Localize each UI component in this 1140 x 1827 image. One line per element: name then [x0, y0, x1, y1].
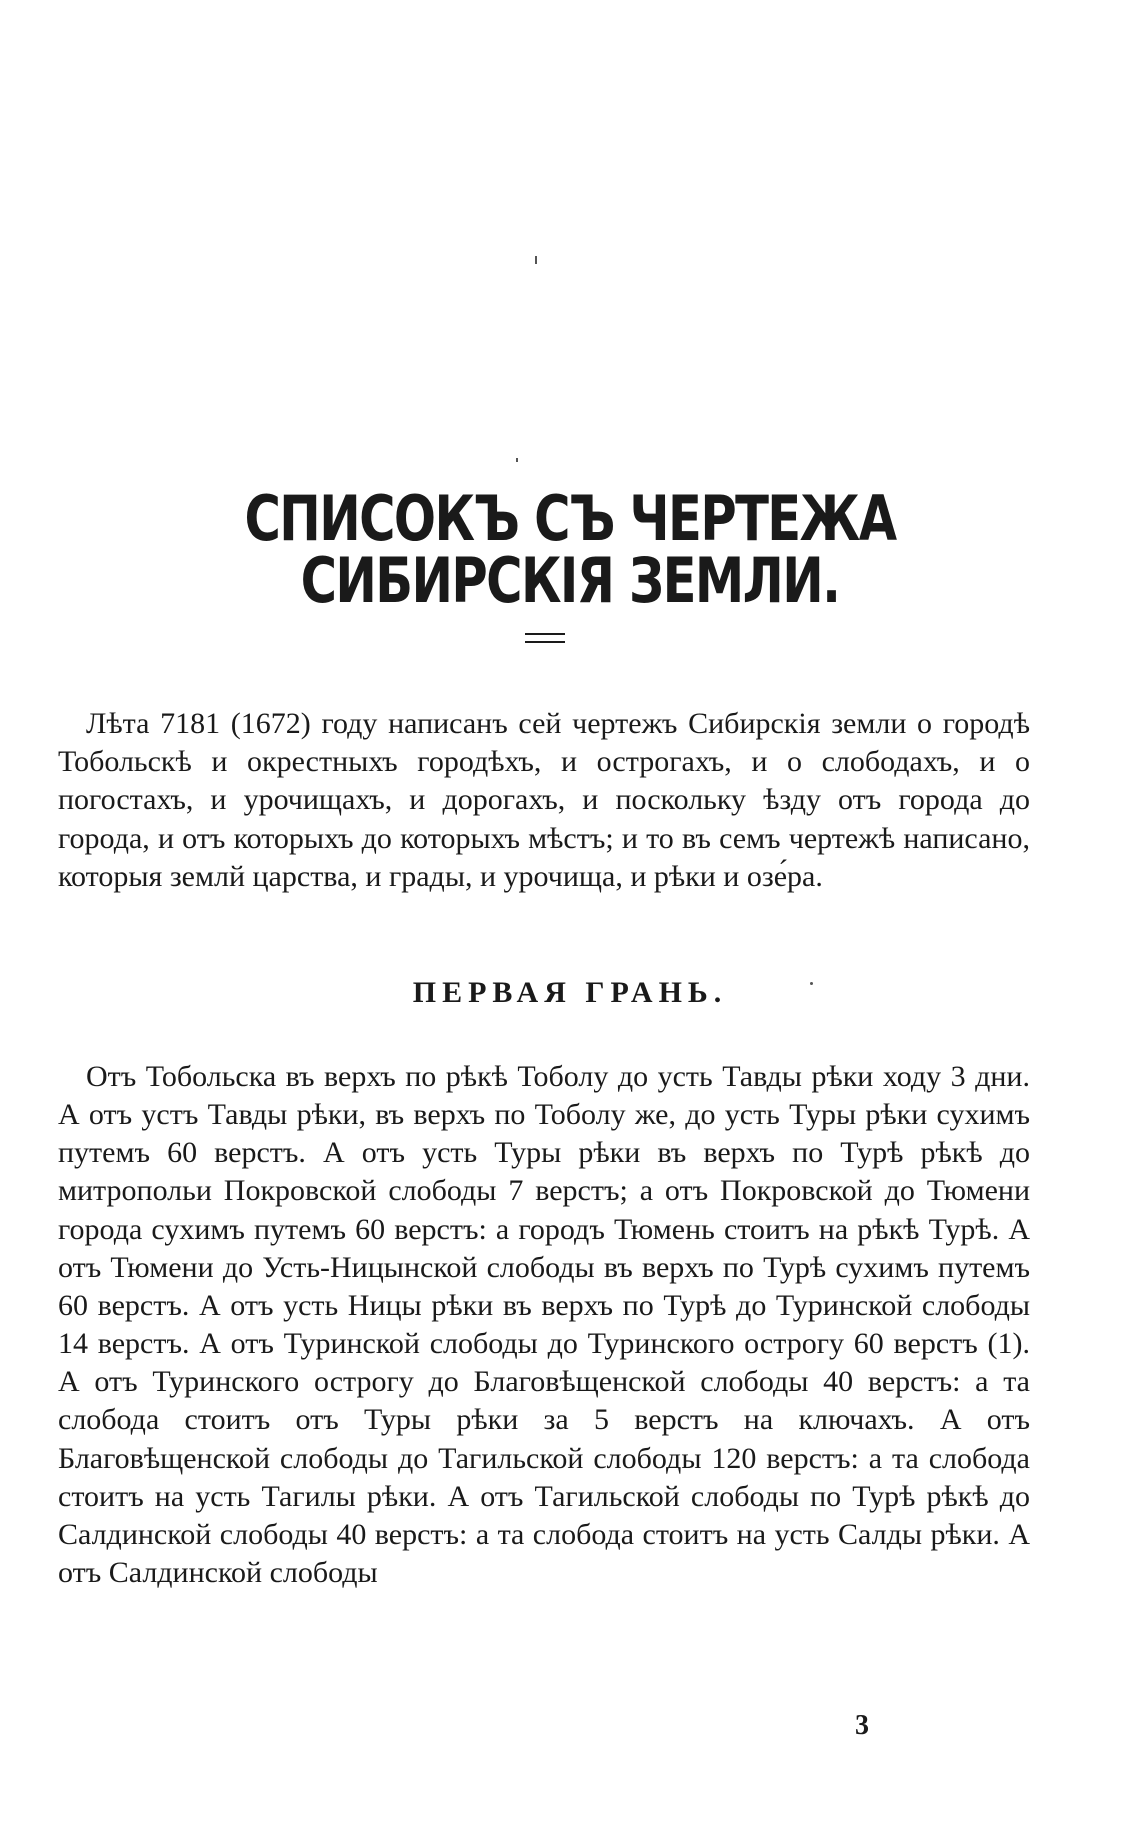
intro-paragraph: Лѣта 7181 (1672) году написанъ сей чертежъ Сибирскія земли о городѣ Тобольскѣ и окрестныхъ городѣхъ, и острогахъ, и о слободахъ, и о погостахъ, и урочищахъ, и дорогахъ, и поскольку ѣзду отъ города до города, и отъ которыхъ до которыхъ мѣстъ; и то въ семъ чертежѣ написано, которыя землй царства, и грады, и урочища, и рѣки и озе́ра.: [58, 707, 1030, 893]
page-number: 3: [855, 1710, 869, 1741]
body-paragraph: Отъ Тобольска въ верхъ по рѣкѣ Тоболу до усть Тавды рѣки ходу 3 дни. А отъ устъ Тавды рѣки, въ верхъ по Тоболу же, до усть Туры рѣки сухимъ путемъ 60 верстъ. А отъ усть Туры рѣки въ верхъ по Турѣ рѣкѣ до митропольи Покровской слободы 7 верстъ; а отъ Покровской до Тюмени города сухимъ путемъ 60 верстъ: а городъ Тюмень стоитъ на рѣкѣ Турѣ. А отъ Тюмени до Усть-Ницынской слободы въ верхъ по Турѣ сухимъ путемъ 60 верстъ. А отъ усть Ницы рѣки въ верхъ по Турѣ до Туринской слободы 14 верстъ. А отъ Туринской слободы до Туринского острогу 60 верстъ (1). А отъ Туринского острогу до Благовѣщенской слободы 40 верстъ: а та слобода стоитъ отъ Туры рѣки за 5 верстъ на ключахъ. А отъ Благовѣщенской слободы до Тагильской слободы 120 верстъ: а та слобода стоитъ на усть Тагилы рѣки. А отъ Тагильской слободы по Турѣ рѣкѣ до Салдинской слободы 40 верстъ: а та слобода стоитъ на усть Салды рѣки. А отъ Салдинской слободы: [58, 1060, 1030, 1590]
section-heading: ПЕРВАЯ ГРАНЬ.: [412, 976, 728, 1009]
print-speck: [810, 982, 813, 985]
page-title: СПИСОКЪ СЪ ЧЕРТЕЖА СИБИРСКІЯ ЗЕМЛИ.: [244, 482, 896, 617]
print-speck: [535, 256, 537, 264]
print-speck: [516, 458, 518, 462]
double-rule-divider: [525, 633, 565, 643]
